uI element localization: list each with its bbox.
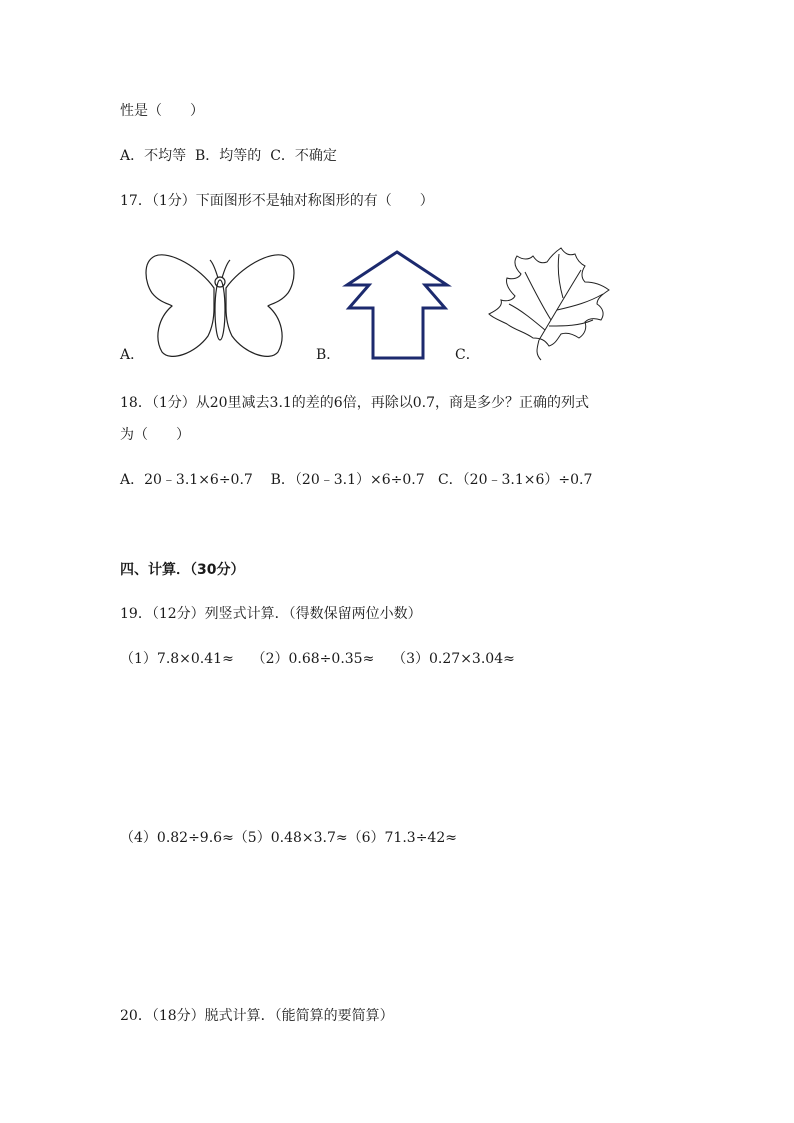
arrow-figure: [345, 250, 450, 360]
butterfly-left-wing: [146, 255, 214, 357]
butterfly-antenna-right: [222, 260, 230, 278]
butterfly-antenna-left: [210, 260, 218, 278]
leaf-stem: [537, 340, 541, 360]
q19-row1: （1）7.8×0.41≈ （2）0.68÷0.35≈ （3）0.27×3.04≈: [120, 651, 515, 667]
leaf-vein-3: [557, 294, 603, 310]
leaf-vein-5: [558, 254, 563, 298]
q16-tail: 性是（ ）: [120, 103, 204, 119]
butterfly-body: [215, 280, 225, 340]
q17-label-b: B．: [316, 347, 341, 363]
q20-question: 20．（18分）脱式计算．（能简算的要简算）: [120, 1008, 394, 1024]
arrow-shape: [347, 252, 447, 358]
section4-heading: 四、计算．（30分）: [120, 562, 245, 578]
butterfly-head: [215, 277, 225, 287]
q16-options: A．不均等 B．均等的 C．不确定: [120, 148, 337, 164]
q19-question: 19．（12分）列竖式计算．（得数保留两位小数）: [120, 606, 422, 622]
q17-question: 17．（1分）下面图形不是轴对称图形的有（ ）: [120, 193, 434, 209]
leaf-figure: [485, 240, 615, 362]
butterfly-figure: [140, 248, 300, 363]
q17-label-c: C．: [455, 347, 480, 363]
leaf-vein-1: [509, 304, 545, 330]
q18-options: A．20﹣3.1×6÷0.7 B．（20﹣3.1）×6÷0.7 C．（20﹣3.1×6）÷0.7: [120, 472, 593, 488]
butterfly-right-wing: [226, 255, 294, 357]
leaf-vein-2: [525, 272, 551, 320]
q17-label-a: A．: [120, 347, 145, 363]
q18-question-line2: 为（ ）: [120, 427, 190, 443]
q18-question-line1: 18．（1分）从20里减去3.1的差的6倍，再除以0.7，商是多少？正确的列式: [120, 395, 589, 411]
leaf-outline: [489, 248, 609, 346]
q19-row2: （4）0.82÷9.6≈（5）0.48×3.7≈（6）71.3÷42≈: [120, 830, 457, 846]
